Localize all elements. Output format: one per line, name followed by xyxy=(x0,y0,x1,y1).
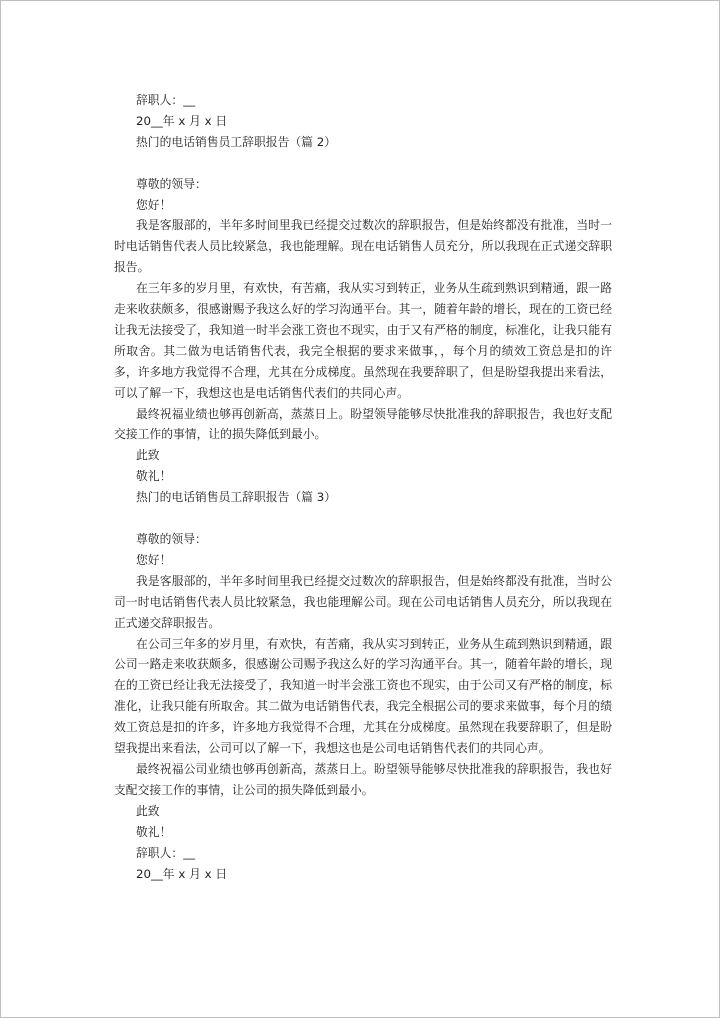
paragraph: 最终祝福业绩也够再创新高，蒸蒸日上。盼望领导能够尽快批准我的辞职报告，我也好支配交接工作的事情，让的损失降低到最小。 xyxy=(114,406,612,442)
closing-line: 敬礼！ xyxy=(136,469,172,484)
paragraph: 我是客服部的，半年多时间里我已经提交过数次的辞职报告，但是始终都没有批准，当时公司一时电话销售代表人员比较紧急，我也能理解公司。现在公司电话销售人员充分，所以我现在正式递交辞职报告。 xyxy=(114,573,612,630)
spacer xyxy=(114,508,612,529)
paragraph: 在三年多的岁月里，有欢快，有苦痛，我从实习到转正，业务从生疏到熟识到精通，跟一路走来收获颇多，很感谢赐予我这么好的学习沟通平台。其一，随着年龄的增长，现在的工资已经让我无法接受了，我知道一时半会涨工资也不现实，由于又有严格的制度，标准化，让我只能有所取舍。其二做为电话销售代表，我完全根据的要求来做事，，每个月的绩效工资总是扣的许多，许多地方我觉得不合理，尤其在分成梯度。虽然现在我要辞职了，但是盼望我提出来看法，可以了解一下，我想这也是电话销售代表们的共同心声。 xyxy=(114,281,612,400)
signature-date: 20__年 x 月 x 日 xyxy=(136,113,228,128)
salutation: 尊敬的领导： xyxy=(136,176,207,191)
closing-line: 敬礼！ xyxy=(136,824,172,839)
section-title-2: 热门的电话销售员工辞职报告（篇 2） xyxy=(136,134,337,149)
paragraph: 我是客服部的，半年多时间里我已经提交过数次的辞职报告，但是始终都没有批准，当时一时电话销售代表人员比较紧急，我也能理解。现在电话销售人员充分，所以我现在正式递交辞职报告。 xyxy=(114,218,612,275)
greeting: 您好！ xyxy=(136,197,172,212)
signature-date: 20__年 x 月 x 日 xyxy=(136,866,228,881)
signature-resigner: 辞职人：__ xyxy=(136,845,195,860)
section-title-3: 热门的电话销售员工辞职报告（篇 3） xyxy=(136,490,337,505)
closing-line: 此致 xyxy=(136,803,160,818)
closing-line: 此致 xyxy=(136,448,160,463)
paragraph: 最终祝福公司业绩也够再创新高，蒸蒸日上。盼望领导能够尽快批准我的辞职报告，我也好支配交接工作的事情，让公司的损失降低到最小。 xyxy=(114,761,612,797)
salutation: 尊敬的领导： xyxy=(136,532,207,546)
signature-resigner: 辞职人：__ xyxy=(136,93,195,107)
greeting: 您好！ xyxy=(136,552,172,567)
document-body xyxy=(114,90,612,884)
spacer xyxy=(114,153,612,174)
paragraph: 在公司三年多的岁月里，有欢快，有苦痛，我从实习到转正，业务从生疏到熟识到精通，跟公司一路走来收获颇多，很感谢公司赐予我这么好的学习沟通平台。其一，随着年龄的增长，现在的工资已经让我无法接受了，我知道一时半会涨工资也不现实，由于公司又有严格的制度，标准化，让我只能有所取舍。其二做为电话销售代表，我完全根据公司的要求来做事，每个月的绩效工资总是扣的许多，许多地方我觉得不合理，尤其在分成梯度。虽然现在我要辞职了，但是盼望我提出来看法，公司可以了解一下，我想这也是公司电话销售代表们的共同心声。 xyxy=(114,636,612,756)
